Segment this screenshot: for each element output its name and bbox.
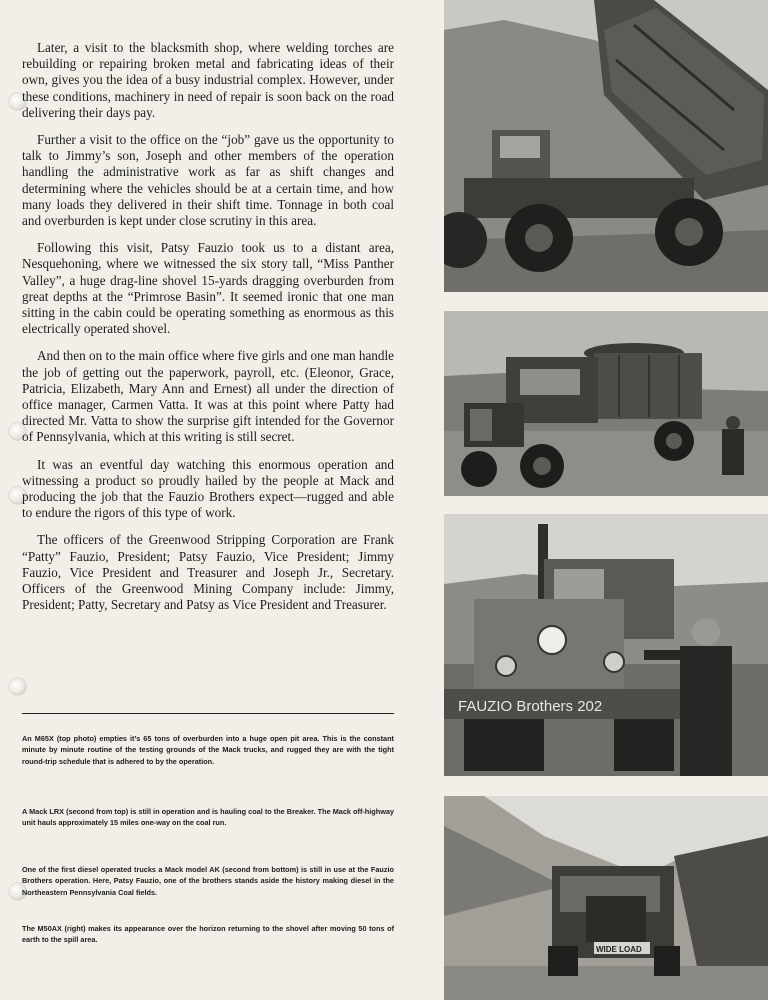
article-paragraph: And then on to the main office where five girls and one man handle the job of getting out the paperwork, payroll, etc. (Eleonor, Grace, Patricia, Elizabeth, Mary Ann and Ernest) all under the direction of office manager, Carmen Vatta. It was at this point where Patty had directed Mr. Vatta to show the surprise gift intended for the Governor of Pennsylvania, which at this writing is still secret. [22,348,394,445]
photo-lrx-coal-hauler [444,311,768,496]
m50ax-truck-image [444,796,768,1000]
caption-ak: One of the first diesel operated trucks a Mack model AK (second from bottom) is still in use at the Fauzio Brothers operation. Here, Patsy Fauzio, one of the brothers stands aside the history making diesel in the Northeastern Pennsylvania Coal fields. [22,865,394,897]
binder-hole [9,678,26,695]
article-paragraph: Following this visit, Patsy Fauzio took us to a distant area, Nesquehoning, where we witnessed the six story tall, “Miss Panther Valley”, a huge drag-line shovel 15-yards dragging overburden from great depths at the “Primrose Basin”. It seemed ironic that one man sitting in the cabin could be operating something as enormous as this electrically operated shovel. [22,240,394,337]
photo-m65x-dump-truck [444,0,768,292]
photo-m50ax [444,796,768,1000]
caption-divider [22,713,394,714]
article-paragraph: The officers of the Greenwood Stripping Corporation are Frank “Patty” Fauzio, President; Patsy Fauzio, Vice President; Jimmy Fauzio, Vice President and Treasurer and Joseph Jr., Secretary. Officers of the Greenwood Mining Company include: Jimmy, President; Patty, Secretary and Patsy as Vice President and Treasurer. [22,532,394,613]
lrx-truck-image [444,311,768,496]
caption-m50ax: The M50AX (right) makes its appearance over the horizon returning to the shovel after moving 50 tons of earth to the spill area. [22,924,394,945]
article-paragraph: It was an eventful day watching this enormous operation and witnessing a product so proudly hailed by the people at Mack and producing the job that the Fauzio Brothers expect—rugged and able to endure the rigors of this type of work. [22,456,394,521]
caption-m65x: An M65X (top photo) empties it’s 65 tons of overburden into a huge open pit area. This is the constant minute by minute routine of the testing grounds of the Mack trucks, and rugged they are with the tight round-trip schedule that is adhered to by the operation. [22,734,394,766]
ak-truck-image [444,514,768,776]
caption-lrx: A Mack LRX (second from top) is still in operation and is hauling coal to the Breaker. The Mack off-highway unit hauls approximately 15 miles one-way on the coal run. [22,807,394,828]
article-body [22,40,394,625]
m65x-truck-image [444,0,768,292]
article-paragraph: Later, a visit to the blacksmith shop, where welding torches are rebuilding or repairing broken metal and fabricating ideas of their own, gives you the idea of a busy industrial complex. However, under these conditions, machinery in need of repair is soon back on the road delivering their days pay. [22,40,394,120]
photo-ak-diesel [444,514,768,776]
wide-load-plate: WIDE LOAD [596,945,642,954]
ak-bumper-lettering: FAUZIO Brothers 202 [458,698,603,715]
article-paragraph: Further a visit to the office on the “job” gave us the opportunity to talk to Jimmy’s son, Joseph and other members of the operation handling the administrative work as far as shift changes and determining where the vehicles should be at a certain time, and how many loads they delivered in their shift time. Tonnage in both coal and overburden is kept under close scrutiny in this area. [22,132,394,229]
